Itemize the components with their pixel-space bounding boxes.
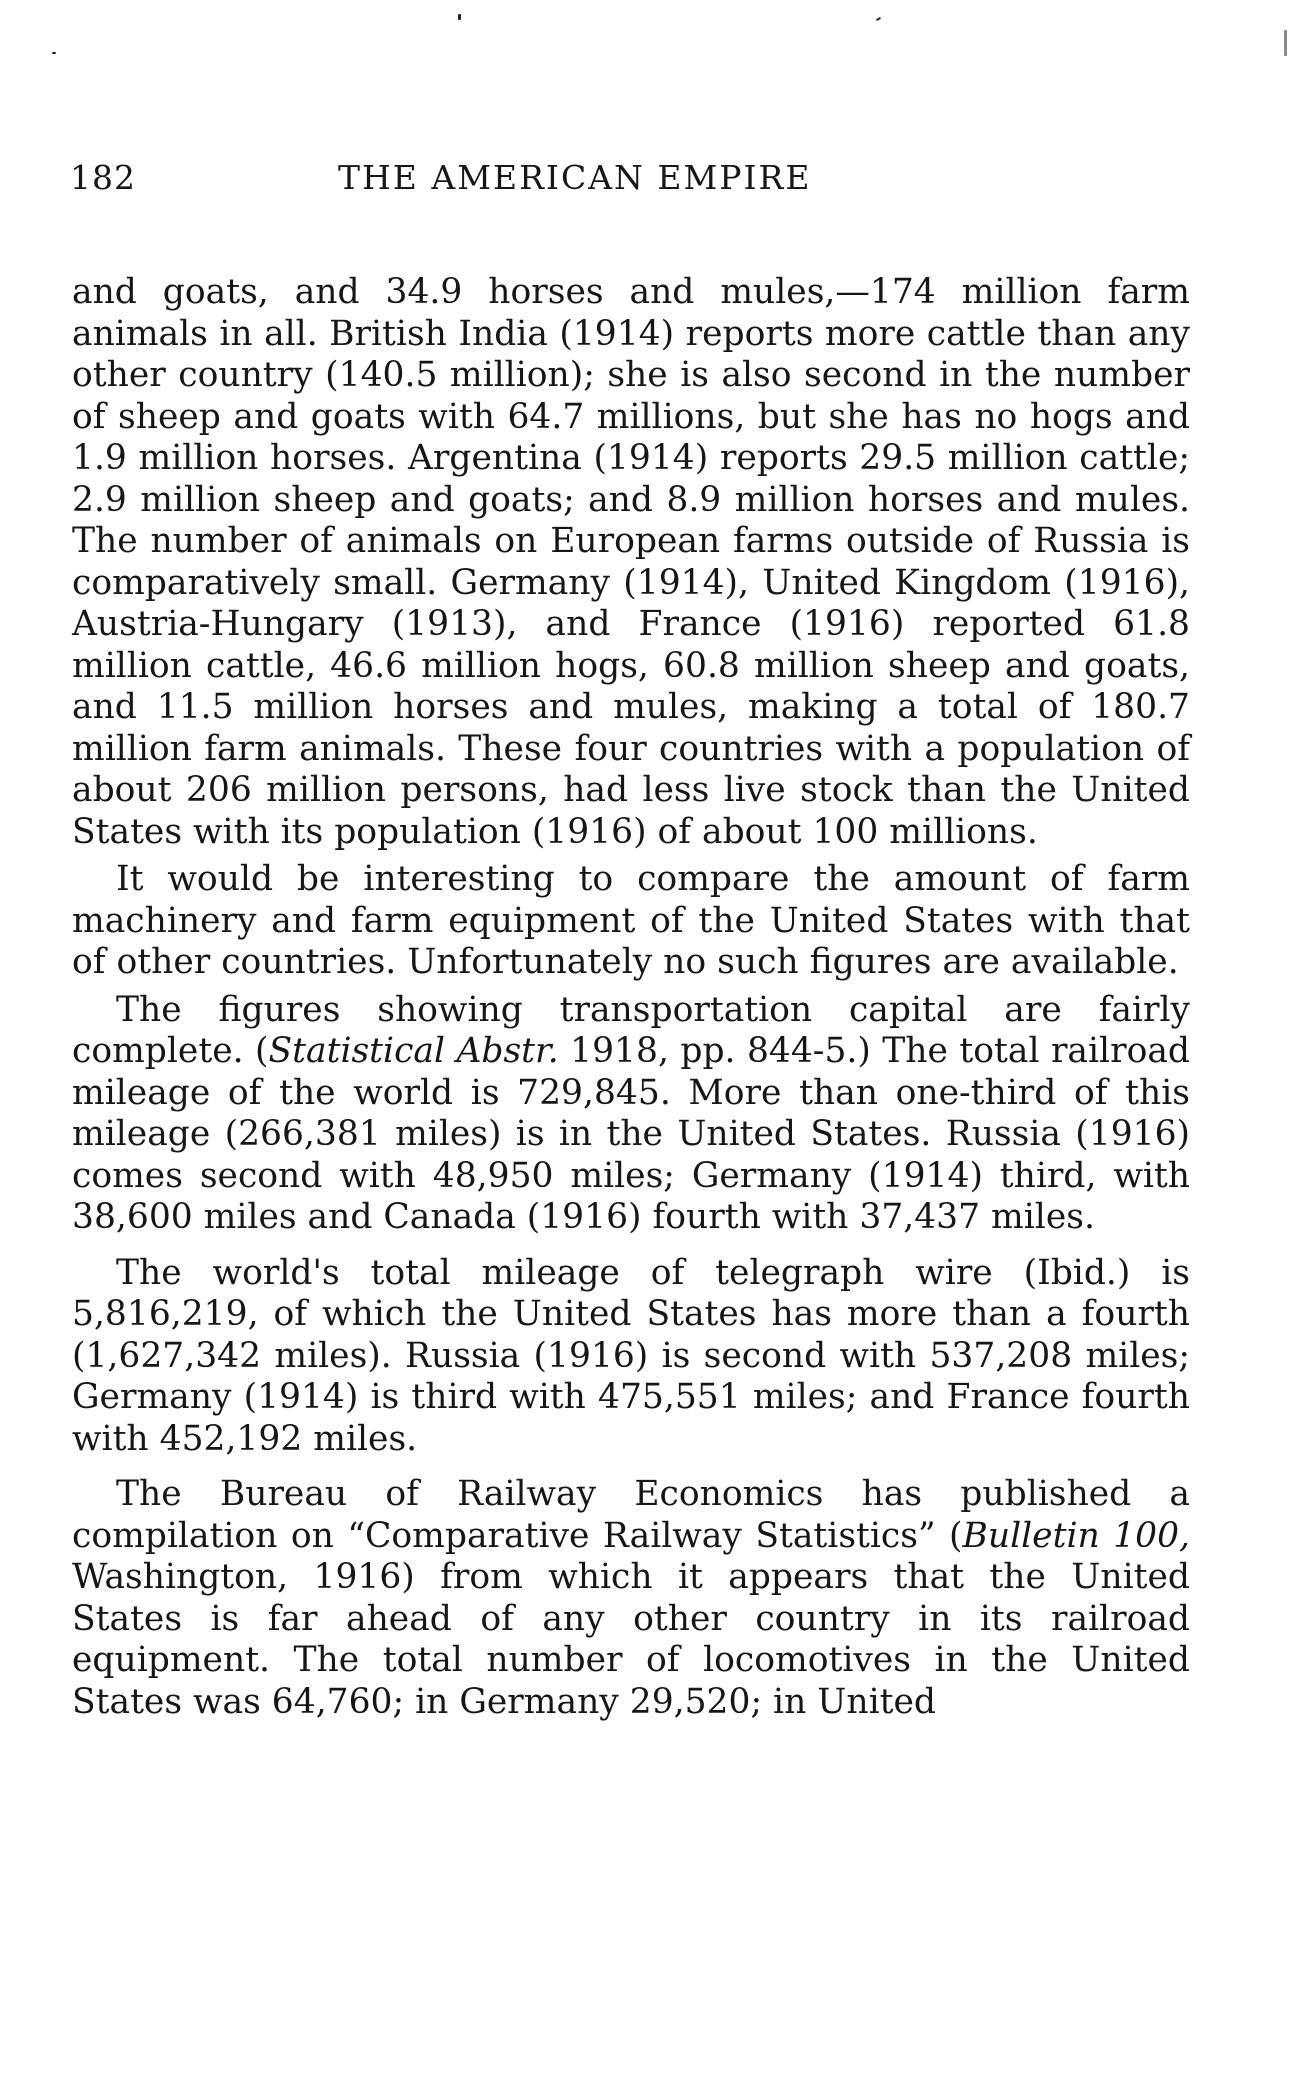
- scan-speck: [52, 52, 56, 54]
- paragraph-railway-statistics: [72, 1474, 1190, 1723]
- citation-statistical-abstract: Statistical Abstr.: [268, 1031, 559, 1071]
- paragraph-farm-machinery: It would be interesting to compare the amount of farm machinery and farm equipment of the United States with that of other countries. Unfortunately no such figures are available.: [72, 859, 1190, 982]
- scan-speck: [458, 14, 461, 20]
- page-number: 182: [70, 158, 136, 197]
- paragraph-railroad-mileage: [72, 990, 1190, 1239]
- citation-bulletin: Bulletin 100,: [962, 1515, 1190, 1556]
- paragraph-telegraph-wire: The world's total mileage of telegraph wire (Ibid.) is 5,816,219, of which the United States has more than a fourth (1,627,342 miles). Russia (1916) is second with 537,208 miles; Germany (1914) is third with 475,551 miles; and France fourth with 452,192 miles.: [72, 1252, 1190, 1459]
- paragraph-text: The figures showing transportation capital are fairly complete. (: [72, 989, 1190, 1071]
- scan-speck: [876, 17, 881, 21]
- paragraph-text: Washington, 1916) from which it appears that the United States is far ahead of any other country in its railroad equipment. The total number of locomotives in the United States was 64,760; in Germany 29,520; in United: [72, 1557, 1190, 1722]
- running-title: THE AMERICAN EMPIRE: [338, 158, 812, 197]
- paragraph-livestock: and goats, and 34.9 horses and mules,—174 million farm animals in all. British India (1914) reports more cattle than any other country (140.5 million); she is also second in the number of sheep and goats with 64.7 millions, but she has no hogs and 1.9 million horses. Argentina (1914) reports 29.5 million cattle; 2.9 million sheep and goats; and 8.9 million horses and mules. The number of animals on European farms outside of Russia is comparatively small. Germany (1914), United Kingdom (1916), Austria-Hungary (1913), and France (1916) reported 61.8 million cattle, 46.6 million hogs, 60.8 million sheep and goats, and 11.5 million horses and mules, making a total of 180.7 million farm animals. These four countries with a population of about 206 million persons, had less live stock than the United States with its population (1916) of about 100 millions.: [72, 272, 1190, 852]
- scan-speck: [1284, 30, 1287, 56]
- page-header: [70, 158, 1190, 198]
- paragraph-text: The Bureau of Railway Economics has published a compilation on “Comparative Railway Statistics” (: [72, 1474, 1190, 1556]
- paragraph-text: 1918, pp. 844-5.) The total railroad mileage of the world is 729,845. More than one-third of this mileage (266,381 miles) is in the United States. Russia (1916) comes second with 48,950 miles; Germany (1914) third, with 38,600 miles and Canada (1916) fourth with 37,437 miles.: [72, 1031, 1190, 1237]
- body-text: [72, 272, 1190, 1723]
